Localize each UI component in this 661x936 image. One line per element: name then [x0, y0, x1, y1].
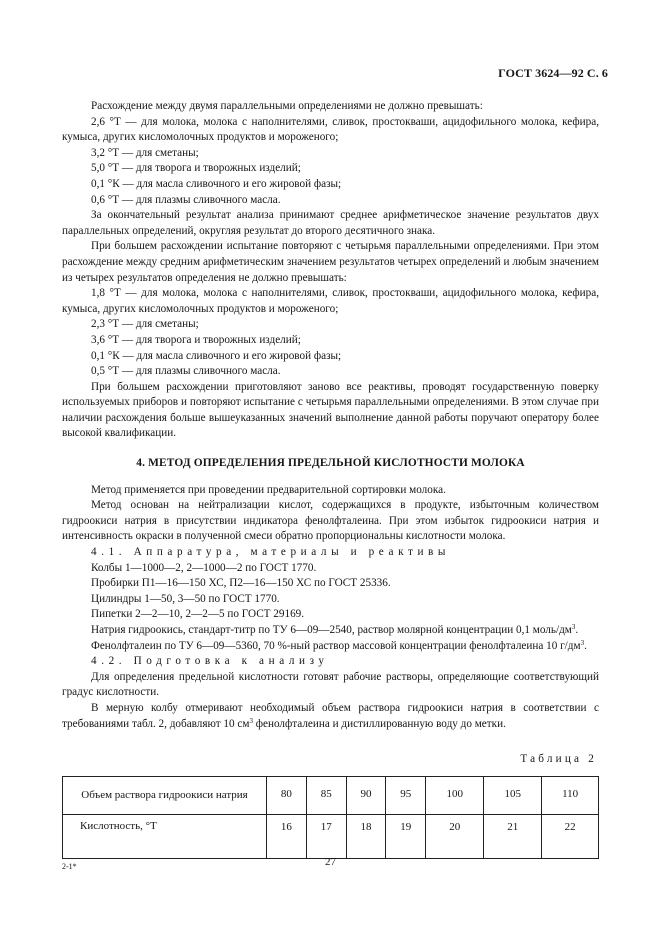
page-header: ГОСТ 3624—92 С. 6	[498, 66, 608, 80]
list-item: Пипетки 2—2—10, 2—2—5 по ГОСТ 29169.	[91, 608, 305, 621]
table-cell: 95	[386, 776, 426, 814]
subsection-heading: 4.2. Подготовка к анализу	[91, 655, 329, 668]
table-cell: 17	[306, 814, 346, 858]
paragraph: Метод основан на нейтрализации кислот, содержащихся в продукте, избыточным количеством гидроокиси натрия в присутствии индикатора фенолфталеина. При этом избыток гидроокиси натрия и интенсивность окраски в полученной смеси обратно пропорциональны кислотности молока.	[62, 499, 599, 543]
paragraph: 3,2 °Т — для сметаны;	[91, 146, 199, 159]
table-cell: 20	[426, 814, 484, 858]
paragraph: Метод применяется при проведении предварительной сортировки молока.	[91, 483, 446, 496]
section-title: 4. МЕТОД ОПРЕДЕЛЕНИЯ ПРЕДЕЛЬНОЙ КИСЛОТНОСТИ МОЛОКА	[136, 457, 525, 470]
list-item: Колбы 1—1000—2, 2—1000—2 по ГОСТ 1770.	[91, 561, 317, 574]
paragraph: При большем расхождении испытание повторяют с четырьмя параллельными определениями. При этом расхождение между средним арифметическим значением результатов четырех определений и любым значением из четырех результатов определения не должно превышать:	[62, 240, 599, 284]
paragraph: При большем расхождении приготовляют заново все реактивы, проводят государственную поверку используемых приборов и повторяют испытание с четырьмя параллельными определениями. В этом случае при наличии расхождения больше вышеуказанных значений выполнение данной работы поручают оператору более высокой квалификации.	[62, 380, 599, 440]
paragraph	[62, 623, 599, 639]
paragraph: 5,0 °Т — для творога и творожных изделий;	[91, 162, 301, 175]
paragraph: За окончательный результат анализа принимают среднее арифметическое значение результатов двух параллельных определений, округляя результат до второго десятичного знака.	[62, 209, 599, 237]
text: В мерную колбу отмеривают необходимый объем раствора гидроокиси натрия в соответствии с требованиями табл. 2, добавляют 10 см	[62, 701, 599, 730]
footer-mark: 2-1*	[62, 862, 77, 871]
table-row	[63, 776, 599, 814]
table-cell: 22	[542, 814, 599, 858]
table-header-cell: Кислотность, °Т	[63, 814, 267, 858]
table-cell: 110	[542, 776, 599, 814]
text: .	[575, 624, 579, 636]
text: Фенолфталеин по ТУ 6—09—5360, 70 %-ный раствор массовой концентрации фенолфталеина 10 г/дм	[91, 639, 581, 652]
paragraph: Расхождение между двумя параллельными определениями не должно превышать:	[91, 100, 483, 112]
table-header-cell: Объем раствора гидроокиси натрия	[63, 776, 267, 814]
table-cell: 90	[346, 776, 386, 814]
list-item: Цилиндры 1—50, 3—50 по ГОСТ 1770.	[91, 592, 280, 605]
list-item: Пробирки П1—16—150 ХС, П2—16—150 ХС по ГОСТ 25336.	[91, 577, 391, 590]
page-number: 27	[325, 856, 336, 868]
subsection-heading: 4.1. Аппаратура, материалы и реактивы	[91, 546, 451, 559]
data-table	[62, 776, 599, 859]
table-caption: Таблица 2	[520, 753, 597, 766]
paragraph: 1,8 °Т — для молока, молока с наполнителями, сливок, простокваши, ацидофильного молока, кефира, кумыса, других кисломолочных продуктов и мороженого;	[62, 287, 599, 315]
paragraph: 0,6 °Т — для плазмы сливочного масла.	[91, 193, 281, 206]
table-cell: 19	[386, 814, 426, 858]
paragraph: 3,6 °Т — для творога и творожных изделий;	[91, 333, 301, 346]
table-cell: 80	[267, 776, 307, 814]
paragraph: 2,3 °Т — для сметаны;	[91, 318, 199, 331]
paragraph	[62, 701, 599, 732]
table-cell: 21	[484, 814, 542, 858]
table-cell: 100	[426, 776, 484, 814]
superscript: 3	[580, 638, 585, 647]
paragraph	[62, 639, 599, 655]
document-body	[62, 99, 599, 859]
text: фенолфталеина и дистиллированную воду до метки.	[252, 717, 506, 730]
table-cell: 105	[484, 776, 542, 814]
paragraph: 0,1 °К — для масла сливочного и его жировой фазы;	[91, 349, 342, 362]
table-cell: 16	[267, 814, 307, 858]
superscript: 3	[571, 623, 576, 631]
paragraph: 0,1 °К — для масла сливочного и его жировой фазы;	[91, 177, 342, 190]
paragraph: 2,6 °Т — для молока, молока с наполнителями, сливок, простокваши, ацидофильного молока, кефира, кумыса, других кисломолочных продуктов и мороженого;	[62, 115, 599, 144]
superscript: 3	[249, 716, 253, 725]
text: Натрия гидроокись, стандарт-титр по ТУ 6—09—2540, раствор молярной концентрации 0,1 моль/дм	[91, 624, 572, 636]
text: .	[584, 639, 587, 652]
paragraph: 0,5 °Т — для плазмы сливочного масла.	[91, 365, 281, 378]
table-row	[63, 814, 599, 858]
paragraph: Для определения предельной кислотности готовят рабочие растворы, определяющие соответствующий градус кислотности.	[62, 670, 599, 699]
table-cell: 18	[346, 814, 386, 858]
table-cell: 85	[306, 776, 346, 814]
